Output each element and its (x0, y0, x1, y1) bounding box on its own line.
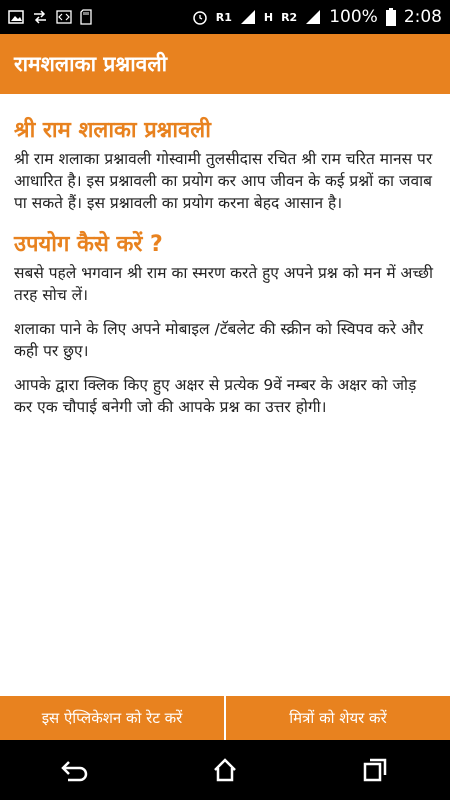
image-icon (8, 10, 24, 24)
usage-step-1: सबसे पहले भगवान श्री राम का स्मरण करते हुए अपने प्रश्न को मन में अच्छी तरह सोच लें। (14, 264, 433, 304)
code-icon (56, 10, 72, 24)
rate-app-button[interactable]: इस ऐप्लिकेशन को रेट करें (0, 696, 224, 740)
bottom-action-bar (0, 696, 450, 740)
usage-heading: उपयोग कैसे करें ? (14, 232, 163, 257)
intro-text: श्री राम शलाका प्रश्नावली गोस्वामी तुलसीदास रचित श्री राम चरित मानस पर आधारित है। इस प्रश्नावली का प्रयोग कर आप जीवन के कई प्रश्नों का जवाब पा सकते हैं। इस प्रश्नावली का प्रयोग करना बेहद आसान है। (14, 150, 433, 212)
recents-icon[interactable] (355, 750, 395, 790)
sd-card-icon (80, 9, 92, 25)
signal-1-icon (240, 9, 256, 25)
usage-step-2: शलाका पाने के लिए अपने मोबाइल /टॅबलेट की स्क्रीन को स्विपव करे और कही पर छुए। (14, 320, 424, 360)
clock: 2:08 (403, 7, 442, 27)
toolbar-title: रामशलाका प्रश्नावली (14, 52, 168, 76)
status-left (8, 9, 92, 25)
alarm-icon (192, 9, 208, 25)
sync-icon (32, 10, 48, 24)
main-content[interactable] (0, 104, 450, 694)
system-nav-bar (0, 740, 450, 800)
data-h-label: H (263, 10, 274, 24)
home-icon[interactable] (205, 750, 245, 790)
status-right (192, 7, 442, 27)
battery-percent: 100% (329, 7, 378, 27)
app-toolbar (0, 34, 450, 94)
signal-2-label: R2 (281, 10, 298, 24)
status-bar (0, 0, 450, 34)
back-icon[interactable] (55, 750, 95, 790)
usage-step-3: आपके द्वारा क्लिक किए हुए अक्षर से प्रत्येक 9वें नम्बर के अक्षर को जोड़ कर एक चौपाई बनेगी जो की आपके प्रश्न का उत्तर होगी। (14, 376, 417, 416)
signal-1-label: R1 (215, 10, 232, 24)
signal-2-icon (305, 9, 321, 25)
intro-heading: श्री राम शलाका प्रश्नावली (14, 118, 211, 143)
battery-icon (386, 8, 396, 26)
share-app-button[interactable]: मित्रों को शेयर करें (226, 696, 450, 740)
